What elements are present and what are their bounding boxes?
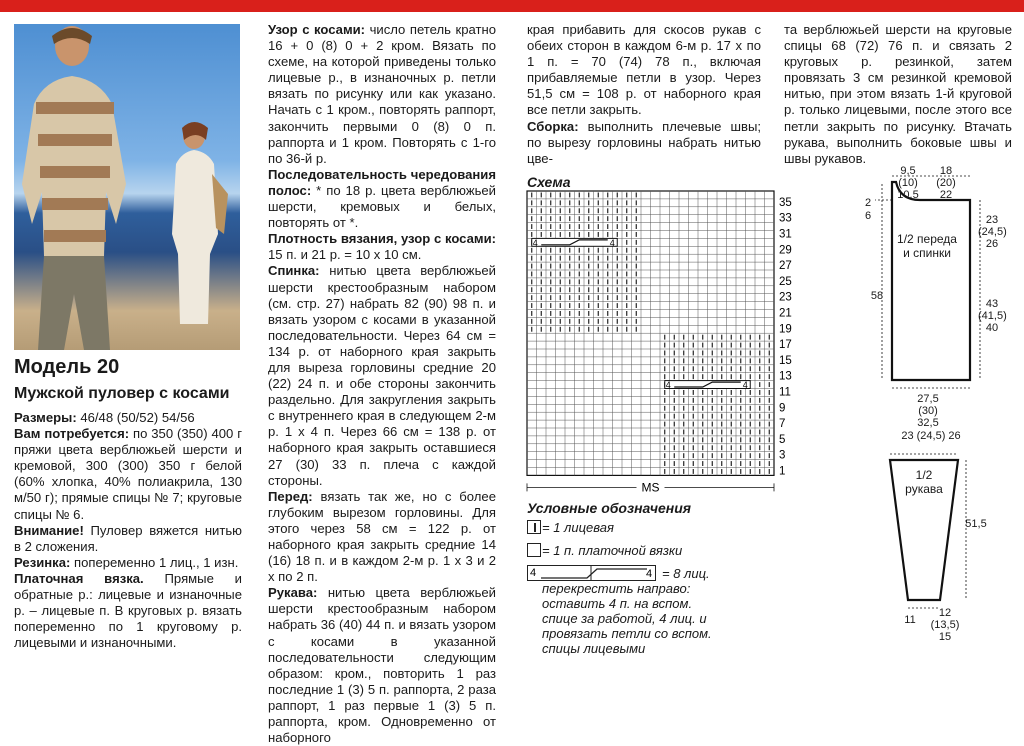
finishing-paragraph: та верблюжьей шерсти на круговые спицы 68 (72) 76 п. и связать 2 круговых р. резинкой, затем провязать 3 см резинкой кремовой нитью, при этом вязать 1-й круговой р. только лицевыми, после этого все петли закрыть по рисунку. Втачать рукава, выполнить боковые швы и швы рукавов. xyxy=(784,22,1012,166)
row-number-label: 5 xyxy=(779,433,786,446)
stripe-sequence-paragraph: Последовательность чередования полос: * по 18 р. цвета верблюжьей шерсти, кремовых и белых, повторять от *. xyxy=(268,166,496,231)
row-number-label: 13 xyxy=(779,370,792,383)
body-piece-label: 1/2 переда и спинки xyxy=(897,232,957,260)
sleeve-piece-label: 1/2 рукава xyxy=(905,468,943,496)
cable-count-left: 4 xyxy=(665,380,671,390)
materials-paragraph: Вам потребуется: по 350 (350) 400 г пряжи цвета верблюжьей шерсти и кремовой, 300 (300) 350 г белой (60% хлопка, 40% полиакрила, 130 м/50 г); прямые спицы № 7; круговые спицы № 6. xyxy=(14,426,242,522)
neck-drop-bottom-label: 6 xyxy=(864,210,872,222)
garter-paragraph: Платочная вязка. Прямые и обратные р.: лицевые и изнаночные р. – лицевые п. В круговых р. вязать попеременно по 1 круговому р. лицевыми и изнаночными. xyxy=(14,570,242,651)
sizes-paragraph: Размеры: 46/48 (50/52) 54/56 xyxy=(14,410,195,425)
model-subtitle: Мужской пуловер с косами xyxy=(14,385,230,402)
finishing-column xyxy=(784,22,1012,167)
legend-title: Условные обозначения xyxy=(527,500,692,516)
header-red-bar xyxy=(0,0,1024,12)
row-number-label: 35 xyxy=(779,196,792,209)
legend-knit-label: = 1 лицевая xyxy=(542,520,614,535)
cable-num-left: 4 xyxy=(530,567,537,579)
garter-stitch-symbol xyxy=(527,543,541,557)
cable-num-right: 4 xyxy=(646,568,653,580)
armhole-depth-label: 23 (24,5) 26 xyxy=(978,214,1007,250)
row-number-label: 15 xyxy=(779,354,792,367)
row-number-label: 17 xyxy=(779,339,792,352)
row-number-label: 1 xyxy=(779,465,786,478)
row-number-label: 31 xyxy=(779,228,792,241)
row-number-label: 3 xyxy=(779,449,786,462)
cable-count-right: 4 xyxy=(609,237,615,248)
shoulder-width-label: 18 (20) 22 xyxy=(936,165,956,201)
knit-stitch-symbol xyxy=(527,520,541,534)
legend-cable-label: = 8 лиц. перекрестить направо: оставить 4 п. на вспом. спице за работой, 4 лиц. и провязать петли со вспом. спицы лицевыми xyxy=(542,566,712,656)
instructions-column xyxy=(268,22,496,746)
row-number-label: 25 xyxy=(779,275,792,288)
model-photo xyxy=(14,24,240,350)
rib-paragraph: Резинка: попеременно 1 лиц., 1 изн. xyxy=(14,554,239,570)
attention-paragraph: Внимание! Пуловер вяжется нитью в 2 сложения. xyxy=(14,522,242,554)
materials-column xyxy=(14,410,242,651)
body-width-label: 27,5 (30) 32,5 xyxy=(917,393,939,429)
cable-pattern-paragraph: Узор с косами: число петель кратно 16 + 0 (8) 0 + 2 кром. Вязать по схеме, на которой приведены только лицевые р., в изнаночных р. петли вязать по рисунку или как указано. Начать с 1 кром., повторять раппорт, закончить первыми 0 (8) 0 п. раппорта и 1 кром. Повторять с 1-го по 36-й р. xyxy=(268,22,496,166)
row-number-label: 33 xyxy=(779,212,792,225)
sleeves-cont-paragraph: края прибавить для скосов рукав с обеих сторон в каждом 6-м р. 17 х по 1 п. = 70 (74) 78 п., включая прибавляемые петли в узор. Через 51,5 см = 108 р. от наборного края все петли закрыть. xyxy=(527,22,761,118)
sleeve-top-label: 23 (24,5) 26 xyxy=(901,430,961,442)
side-length-label: 43 (41,5) 40 xyxy=(978,298,1007,334)
cable-count-right: 4 xyxy=(742,380,748,390)
assembly-paragraph: Сборка: выполнить плечевые швы; по вырезу горловины набрать нитью цве- xyxy=(527,118,761,166)
sleeve-left-label: 11 xyxy=(904,614,916,626)
row-number-label: 21 xyxy=(779,307,792,320)
front-paragraph: Перед: вязать так же, но с более глубоким вырезом горловины. Для этого через 58 см = 122 р. от наборного края закрыть средние 14 (16) 18 п. и в каждом 2-м р. 1 х 3 и 2 х по 2 п. xyxy=(268,488,496,585)
row-number-label: 23 xyxy=(779,291,792,304)
sleeve-bottom-label: 12 (13,5) 15 xyxy=(930,607,960,643)
sleeves-paragraph: Рукава: нитью цвета верблюжьей шерсти крестообразным набором набрать 36 (40) 44 п. и вязать узором с косами в указанной последовательности следующим образом: кром., повторить 1 раз последние 1 (3) 5 п. раппорта, 2 раза раппорт, 1 раз первые 1 (3) 5 п. раппорта, кром. Одновременно от наборного xyxy=(268,585,496,746)
continuation-column xyxy=(527,22,761,167)
row-number-label: 27 xyxy=(779,260,792,273)
neck-drop-top-label: 2 xyxy=(864,197,872,209)
gauge-paragraph: Плотность вязания, узор с косами: 15 п. и 21 р. = 10 х 10 см. xyxy=(268,231,496,263)
back-paragraph: Спинка: нитью цвета верблюжьей шерсти крестообразным набором (см. стр. 27) набрать 82 (90) 98 п. и вязать узором с косами в указанной последовательности. Через 64 см = 134 р. от наборного края закрыть для выреза горловины средние 20 (22) 24 п. и обе стороны закончить раздельно. Для закругления закрыть с внутреннего края в следующем 2-м р. 1 х 4 п. Через 66 см = 138 р. от наборного края закрыть оставшиеся 27 (30) 33 п. плеча с каждой стороны. xyxy=(268,263,496,488)
model-title: Модель 20 xyxy=(14,356,120,378)
body-length-label: 58 xyxy=(870,290,884,302)
row-number-label: 11 xyxy=(779,386,791,399)
row-number-label: 7 xyxy=(779,418,786,431)
row-number-label: 29 xyxy=(779,244,792,257)
legend-garter-label: = 1 п. платочной вязки xyxy=(542,543,683,558)
row-number-label: 19 xyxy=(779,323,792,336)
neck-width-label: 9,5 (10) 10,5 xyxy=(897,165,919,201)
sleeve-length-label: 51,5 xyxy=(965,518,987,530)
knitting-chart xyxy=(520,188,810,496)
ms-label: MS xyxy=(641,480,660,495)
cable-count-left: 4 xyxy=(532,237,538,248)
row-number-label: 9 xyxy=(779,402,786,415)
schema-title: Схема xyxy=(527,174,571,190)
